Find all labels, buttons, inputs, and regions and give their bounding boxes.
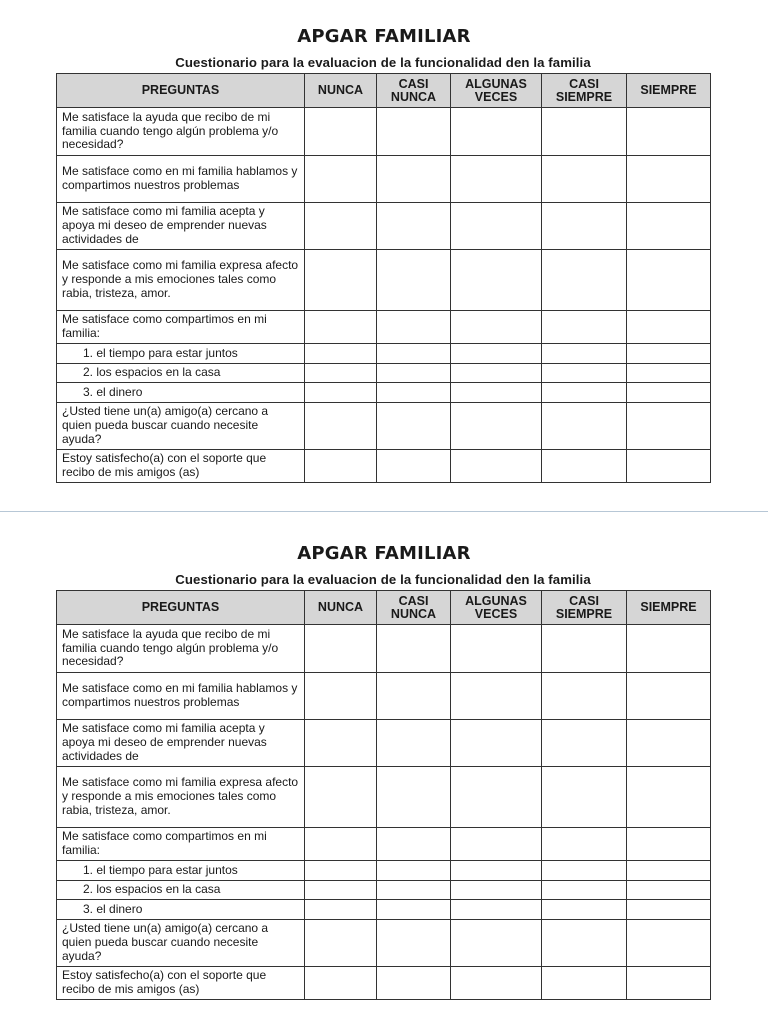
answer-cell-algunas-veces[interactable] bbox=[451, 403, 542, 450]
answer-cell-casi-siempre[interactable] bbox=[542, 250, 627, 311]
answer-cell-nunca[interactable] bbox=[305, 967, 377, 1000]
answer-cell-casi-siempre[interactable] bbox=[542, 720, 627, 767]
question-subitem-text: 3. el dinero bbox=[57, 900, 305, 920]
answer-cell-nunca[interactable] bbox=[305, 344, 377, 364]
answer-cell-nunca[interactable] bbox=[305, 920, 377, 967]
answer-cell-casi-nunca[interactable] bbox=[377, 344, 451, 364]
apgar-table bbox=[56, 73, 711, 483]
question-row bbox=[57, 967, 711, 1000]
answer-cell-casi-nunca[interactable] bbox=[377, 720, 451, 767]
question-row bbox=[57, 861, 711, 881]
answer-cell-casi-nunca[interactable] bbox=[377, 881, 451, 900]
column-header-casi-siempre: CASI SIEMPRE bbox=[542, 74, 627, 108]
answer-cell-nunca[interactable] bbox=[305, 881, 377, 900]
answer-cell-siempre[interactable] bbox=[627, 720, 711, 767]
question-row bbox=[57, 767, 711, 828]
column-header-siempre: SIEMPRE bbox=[627, 74, 711, 108]
answer-cell-casi-nunca[interactable] bbox=[377, 156, 451, 203]
answer-cell-siempre[interactable] bbox=[627, 767, 711, 828]
column-header-casi-siempre: CASI SIEMPRE bbox=[542, 591, 627, 625]
question-subitem-text: 2. los espacios en la casa bbox=[57, 881, 305, 900]
question-subitem-text: 1. el tiempo para estar juntos bbox=[57, 344, 305, 364]
answer-cell-algunas-veces[interactable] bbox=[451, 156, 542, 203]
answer-cell-siempre[interactable] bbox=[627, 311, 711, 344]
answer-cell-algunas-veces[interactable] bbox=[451, 450, 542, 483]
question-row bbox=[57, 383, 711, 403]
answer-cell-nunca[interactable] bbox=[305, 625, 377, 673]
answer-cell-siempre[interactable] bbox=[627, 203, 711, 250]
header-row bbox=[57, 74, 711, 108]
question-text: Me satisface como en mi familia hablamos y compartimos nuestros problemas bbox=[57, 673, 305, 720]
answer-cell-casi-nunca[interactable] bbox=[377, 967, 451, 1000]
answer-cell-nunca[interactable] bbox=[305, 203, 377, 250]
answer-cell-casi-siempre[interactable] bbox=[542, 450, 627, 483]
question-row bbox=[57, 250, 711, 311]
question-subitem-text: 3. el dinero bbox=[57, 383, 305, 403]
question-text: Me satisface la ayuda que recibo de mi familia cuando tengo algún problema y/o necesidad? bbox=[57, 108, 305, 156]
answer-cell-siempre[interactable] bbox=[627, 673, 711, 720]
answer-cell-nunca[interactable] bbox=[305, 720, 377, 767]
answer-cell-algunas-veces[interactable] bbox=[451, 383, 542, 403]
answer-cell-casi-nunca[interactable] bbox=[377, 673, 451, 720]
column-header-siempre: SIEMPRE bbox=[627, 591, 711, 625]
answer-cell-nunca[interactable] bbox=[305, 673, 377, 720]
answer-cell-algunas-veces[interactable] bbox=[451, 250, 542, 311]
question-row bbox=[57, 720, 711, 767]
answer-cell-algunas-veces[interactable] bbox=[451, 203, 542, 250]
answer-cell-nunca[interactable] bbox=[305, 311, 377, 344]
answer-cell-algunas-veces[interactable] bbox=[451, 828, 542, 861]
answer-cell-casi-siempre[interactable] bbox=[542, 203, 627, 250]
answer-cell-algunas-veces[interactable] bbox=[451, 364, 542, 383]
answer-cell-casi-nunca[interactable] bbox=[377, 403, 451, 450]
question-text: Estoy satisfecho(a) con el soporte que recibo de mis amigos (as) bbox=[57, 967, 305, 1000]
answer-cell-nunca[interactable] bbox=[305, 108, 377, 156]
question-row bbox=[57, 920, 711, 967]
question-text: Estoy satisfecho(a) con el soporte que recibo de mis amigos (as) bbox=[57, 450, 305, 483]
answer-cell-algunas-veces[interactable] bbox=[451, 720, 542, 767]
answer-cell-siempre[interactable] bbox=[627, 403, 711, 450]
answer-cell-casi-siempre[interactable] bbox=[542, 967, 627, 1000]
question-subitem-text: 2. los espacios en la casa bbox=[57, 364, 305, 383]
column-header-nunca: NUNCA bbox=[305, 74, 377, 108]
question-row bbox=[57, 364, 711, 383]
answer-cell-algunas-veces[interactable] bbox=[451, 108, 542, 156]
answer-cell-casi-nunca[interactable] bbox=[377, 900, 451, 920]
answer-cell-siempre[interactable] bbox=[627, 108, 711, 156]
answer-cell-algunas-veces[interactable] bbox=[451, 311, 542, 344]
answer-cell-casi-siempre[interactable] bbox=[542, 108, 627, 156]
answer-cell-casi-nunca[interactable] bbox=[377, 203, 451, 250]
answer-cell-casi-siempre[interactable] bbox=[542, 403, 627, 450]
answer-cell-casi-nunca[interactable] bbox=[377, 311, 451, 344]
answer-cell-siempre[interactable] bbox=[627, 881, 711, 900]
answer-cell-casi-siempre[interactable] bbox=[542, 828, 627, 861]
answer-cell-casi-siempre[interactable] bbox=[542, 364, 627, 383]
answer-cell-casi-siempre[interactable] bbox=[542, 673, 627, 720]
form-title: APGAR FAMILIAR bbox=[297, 543, 471, 564]
answer-cell-nunca[interactable] bbox=[305, 403, 377, 450]
header-row bbox=[57, 591, 711, 625]
answer-cell-algunas-veces[interactable] bbox=[451, 900, 542, 920]
form-title: APGAR FAMILIAR bbox=[297, 26, 471, 47]
form-subtitle: Cuestionario para la evaluacion de la funcionalidad den la familia bbox=[175, 572, 591, 587]
question-text: Me satisface como mi familia acepta y apoya mi deseo de emprender nuevas actividades de bbox=[57, 203, 305, 250]
answer-cell-casi-nunca[interactable] bbox=[377, 920, 451, 967]
question-subitem-text: 1. el tiempo para estar juntos bbox=[57, 861, 305, 881]
answer-cell-casi-siempre[interactable] bbox=[542, 767, 627, 828]
answer-cell-nunca[interactable] bbox=[305, 156, 377, 203]
answer-cell-siempre[interactable] bbox=[627, 625, 711, 673]
answer-cell-casi-nunca[interactable] bbox=[377, 450, 451, 483]
answer-cell-algunas-veces[interactable] bbox=[451, 920, 542, 967]
answer-cell-siempre[interactable] bbox=[627, 450, 711, 483]
page-divider bbox=[0, 511, 768, 512]
column-header-preguntas: PREGUNTAS bbox=[57, 591, 305, 625]
question-row bbox=[57, 625, 711, 673]
answer-cell-casi-siempre[interactable] bbox=[542, 311, 627, 344]
answer-cell-nunca[interactable] bbox=[305, 767, 377, 828]
answer-cell-nunca[interactable] bbox=[305, 250, 377, 311]
answer-cell-siempre[interactable] bbox=[627, 920, 711, 967]
answer-cell-casi-siempre[interactable] bbox=[542, 625, 627, 673]
answer-cell-algunas-veces[interactable] bbox=[451, 673, 542, 720]
question-row bbox=[57, 203, 711, 250]
answer-cell-algunas-veces[interactable] bbox=[451, 881, 542, 900]
answer-cell-casi-siempre[interactable] bbox=[542, 861, 627, 881]
form-subtitle: Cuestionario para la evaluacion de la funcionalidad den la familia bbox=[175, 55, 591, 70]
column-header-nunca: NUNCA bbox=[305, 591, 377, 625]
question-text: ¿Usted tiene un(a) amigo(a) cercano a quien pueda buscar cuando necesite ayuda? bbox=[57, 920, 305, 967]
question-text: ¿Usted tiene un(a) amigo(a) cercano a quien pueda buscar cuando necesite ayuda? bbox=[57, 403, 305, 450]
question-text: Me satisface como compartimos en mi familia: bbox=[57, 311, 305, 344]
question-row bbox=[57, 900, 711, 920]
column-header-casi-nunca: CASI NUNCA bbox=[377, 591, 451, 625]
answer-cell-casi-siempre[interactable] bbox=[542, 920, 627, 967]
answer-cell-siempre[interactable] bbox=[627, 364, 711, 383]
question-text: Me satisface como mi familia expresa afecto y responde a mis emociones tales como rabia, tristeza, amor. bbox=[57, 767, 305, 828]
answer-cell-siempre[interactable] bbox=[627, 967, 711, 1000]
answer-cell-algunas-veces[interactable] bbox=[451, 767, 542, 828]
column-header-algunas-veces: ALGUNAS VECES bbox=[451, 74, 542, 108]
answer-cell-nunca[interactable] bbox=[305, 861, 377, 881]
answer-cell-algunas-veces[interactable] bbox=[451, 967, 542, 1000]
answer-cell-casi-nunca[interactable] bbox=[377, 861, 451, 881]
question-row bbox=[57, 828, 711, 861]
question-row bbox=[57, 881, 711, 900]
question-text: Me satisface la ayuda que recibo de mi familia cuando tengo algún problema y/o necesidad? bbox=[57, 625, 305, 673]
question-row bbox=[57, 403, 711, 450]
question-row bbox=[57, 156, 711, 203]
question-row bbox=[57, 311, 711, 344]
column-header-algunas-veces: ALGUNAS VECES bbox=[451, 591, 542, 625]
answer-cell-casi-nunca[interactable] bbox=[377, 625, 451, 673]
answer-cell-siempre[interactable] bbox=[627, 156, 711, 203]
answer-cell-siempre[interactable] bbox=[627, 344, 711, 364]
answer-cell-casi-siempre[interactable] bbox=[542, 900, 627, 920]
answer-cell-algunas-veces[interactable] bbox=[451, 625, 542, 673]
answer-cell-casi-nunca[interactable] bbox=[377, 250, 451, 311]
answer-cell-siempre[interactable] bbox=[627, 250, 711, 311]
answer-cell-casi-nunca[interactable] bbox=[377, 767, 451, 828]
question-text: Me satisface como compartimos en mi familia: bbox=[57, 828, 305, 861]
column-header-casi-nunca: CASI NUNCA bbox=[377, 74, 451, 108]
question-row bbox=[57, 450, 711, 483]
question-row bbox=[57, 673, 711, 720]
answer-cell-siempre[interactable] bbox=[627, 828, 711, 861]
question-text: Me satisface como mi familia acepta y apoya mi deseo de emprender nuevas actividades de bbox=[57, 720, 305, 767]
answer-cell-siempre[interactable] bbox=[627, 383, 711, 403]
answer-cell-siempre[interactable] bbox=[627, 861, 711, 881]
answer-cell-algunas-veces[interactable] bbox=[451, 861, 542, 881]
answer-cell-casi-nunca[interactable] bbox=[377, 108, 451, 156]
answer-cell-nunca[interactable] bbox=[305, 364, 377, 383]
answer-cell-casi-nunca[interactable] bbox=[377, 828, 451, 861]
answer-cell-nunca[interactable] bbox=[305, 828, 377, 861]
answer-cell-casi-siempre[interactable] bbox=[542, 383, 627, 403]
answer-cell-siempre[interactable] bbox=[627, 900, 711, 920]
answer-cell-algunas-veces[interactable] bbox=[451, 344, 542, 364]
answer-cell-nunca[interactable] bbox=[305, 383, 377, 403]
column-header-preguntas: PREGUNTAS bbox=[57, 74, 305, 108]
answer-cell-nunca[interactable] bbox=[305, 450, 377, 483]
answer-cell-nunca[interactable] bbox=[305, 900, 377, 920]
apgar-table bbox=[56, 590, 711, 1000]
question-text: Me satisface como mi familia expresa afecto y responde a mis emociones tales como rabia, tristeza, amor. bbox=[57, 250, 305, 311]
question-row bbox=[57, 344, 711, 364]
answer-cell-casi-siempre[interactable] bbox=[542, 344, 627, 364]
answer-cell-casi-siempre[interactable] bbox=[542, 881, 627, 900]
answer-cell-casi-siempre[interactable] bbox=[542, 156, 627, 203]
question-row bbox=[57, 108, 711, 156]
question-text: Me satisface como en mi familia hablamos y compartimos nuestros problemas bbox=[57, 156, 305, 203]
answer-cell-casi-nunca[interactable] bbox=[377, 383, 451, 403]
answer-cell-casi-nunca[interactable] bbox=[377, 364, 451, 383]
